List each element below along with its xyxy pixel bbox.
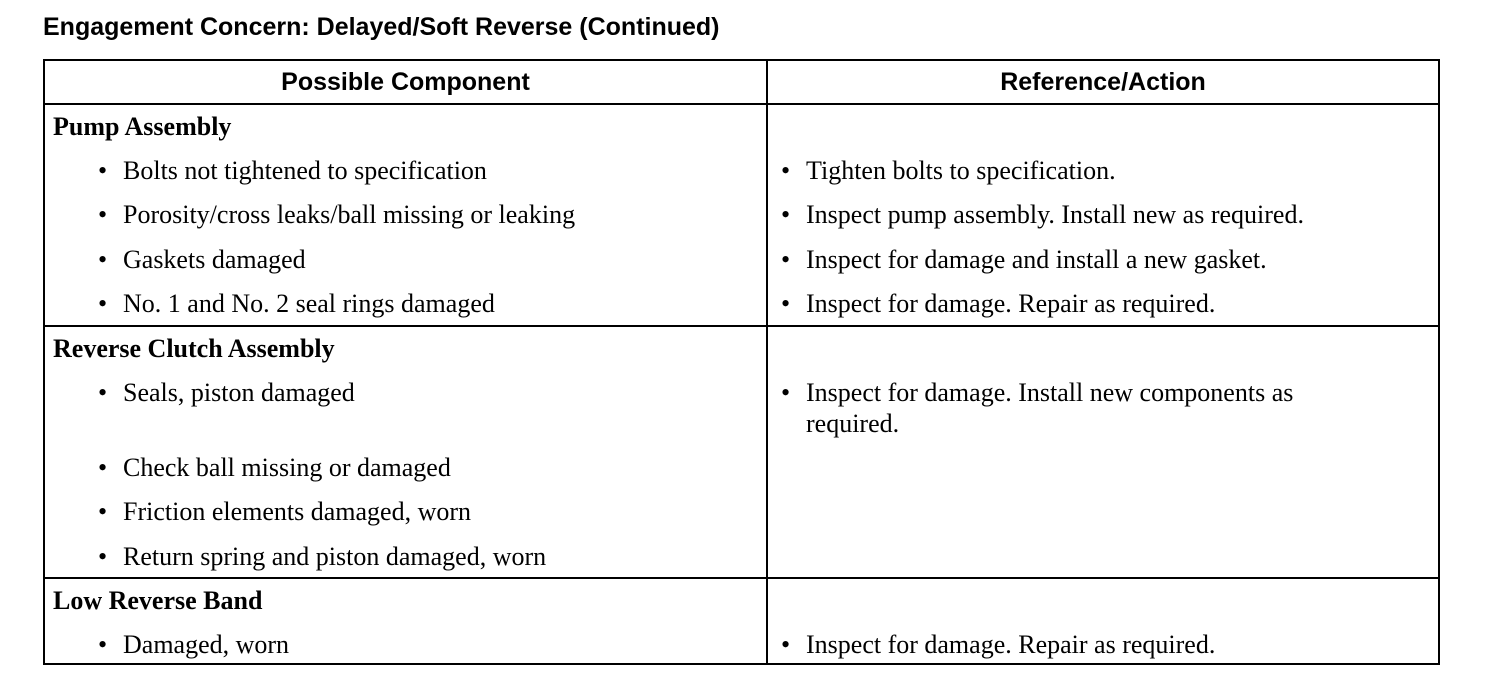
bullet-icon: • <box>781 289 791 318</box>
action-text: Inspect for damage. Install new components as <box>806 378 1294 407</box>
action-text: Inspect pump assembly. Install new as required. <box>806 200 1304 229</box>
header-possible-component: Possible Component <box>281 68 530 96</box>
bullet-icon: • <box>781 200 791 229</box>
bullet-icon: • <box>98 245 108 274</box>
action-text: Inspect for damage and install a new gasket. <box>806 245 1267 274</box>
bullet-icon: • <box>781 245 791 274</box>
action-text: Tighten bolts to specification. <box>806 156 1116 185</box>
bullet-icon: • <box>98 156 108 185</box>
diagnosis-table <box>43 59 1440 665</box>
header-reference-action: Reference/Action <box>1000 68 1206 96</box>
component-text: Friction elements damaged, worn <box>123 497 472 526</box>
bullet-icon: • <box>98 289 108 318</box>
component-text: Seals, piston damaged <box>123 378 355 407</box>
column-divider <box>766 61 768 663</box>
page-title: Engagement Concern: Delayed/Soft Reverse (Continued) <box>43 13 720 41</box>
component-text: Porosity/cross leaks/ball missing or leaking <box>123 200 576 229</box>
action-text: Inspect for damage. Repair as required. <box>806 630 1216 659</box>
bullet-icon: • <box>98 200 108 229</box>
bullet-icon: • <box>98 497 108 526</box>
section-title-pump-assembly: Pump Assembly <box>53 112 232 141</box>
section-title-reverse-clutch-assembly: Reverse Clutch Assembly <box>53 334 335 363</box>
component-text: Gaskets damaged <box>123 245 306 274</box>
action-text: required. <box>806 409 900 438</box>
component-text: Return spring and piston damaged, worn <box>123 542 547 571</box>
section-title-low-reverse-band: Low Reverse Band <box>53 586 263 615</box>
component-text: Check ball missing or damaged <box>123 453 451 482</box>
bullet-icon: • <box>98 453 108 482</box>
section-divider <box>45 577 1438 579</box>
component-text: No. 1 and No. 2 seal rings damaged <box>123 289 495 318</box>
bullet-icon: • <box>98 378 108 407</box>
bullet-icon: • <box>98 542 108 571</box>
action-text: Inspect for damage. Repair as required. <box>806 289 1216 318</box>
header-divider <box>45 103 1438 105</box>
bullet-icon: • <box>98 630 108 659</box>
bullet-icon: • <box>781 378 791 407</box>
component-text: Damaged, worn <box>123 630 290 659</box>
bullet-icon: • <box>781 630 791 659</box>
section-divider <box>45 325 1438 327</box>
component-text: Bolts not tightened to specification <box>123 156 487 185</box>
bullet-icon: • <box>781 156 791 185</box>
